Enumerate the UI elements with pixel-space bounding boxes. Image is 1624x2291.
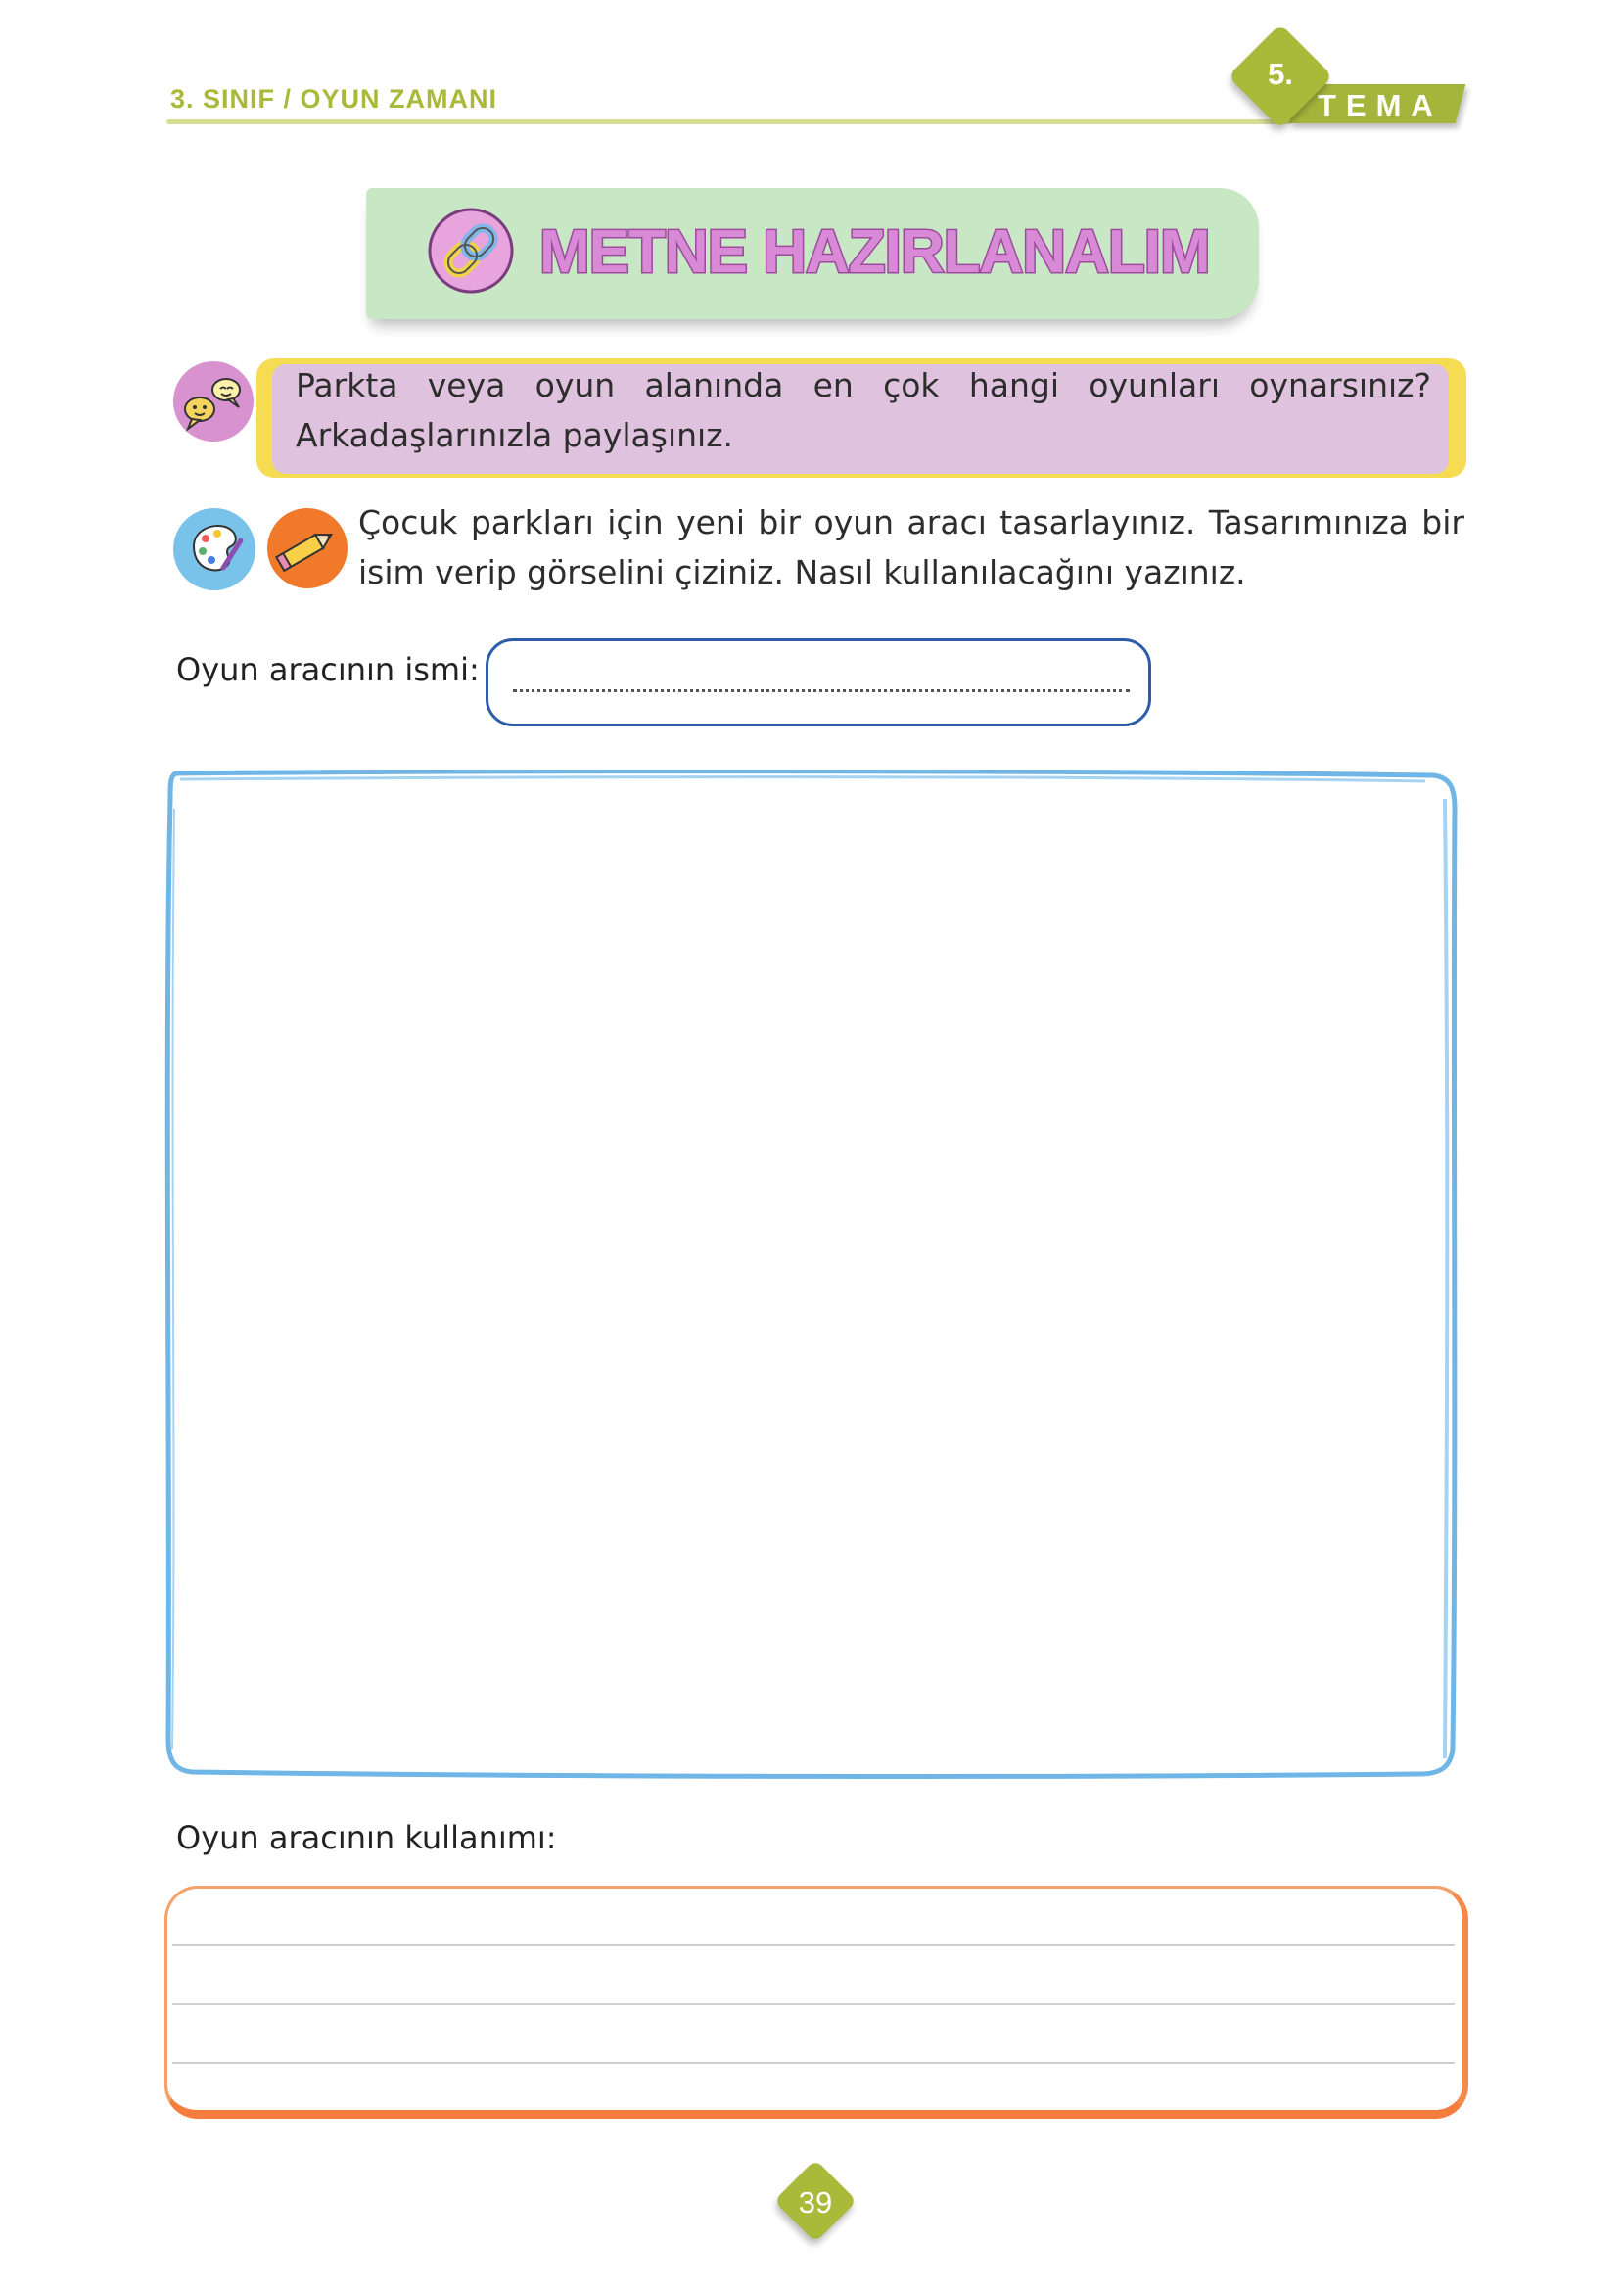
- name-input[interactable]: [486, 638, 1151, 726]
- usage-line-1: [172, 1944, 1455, 1946]
- usage-line-3: [172, 2062, 1455, 2064]
- usage-field-label: Oyun aracının kullanımı:: [176, 1819, 557, 1856]
- name-field-label: Oyun aracının ismi:: [176, 651, 480, 688]
- task2-text: Çocuk parkları için yeni bir oyun aracı tasarlayınız. Tasarımınıza bir isim verip görselini çiziniz. Nasıl kullanılacağını yazınız.: [358, 503, 1464, 591]
- name-dotted-line: [513, 689, 1130, 692]
- usage-textarea[interactable]: [164, 1886, 1468, 2119]
- paint-palette-icon: [172, 507, 256, 591]
- pencil-icon: [266, 507, 348, 589]
- speech-bubbles-icon: [172, 360, 255, 443]
- usage-line-2: [172, 2003, 1455, 2005]
- header-title: 3. SINIF / OYUN ZAMANI: [170, 84, 498, 114]
- page-number: 39: [798, 2185, 833, 2220]
- tema-label: TEMA: [1318, 88, 1443, 122]
- chain-link-icon: [428, 208, 514, 294]
- task1-text: Parkta veya oyun alanında en çok hangi oyunları oynarsınız? Arkadaşlarınızla paylaşınız.: [296, 366, 1431, 454]
- drawing-area[interactable]: [162, 770, 1459, 1782]
- header-rule: [166, 119, 1292, 124]
- tema-number: 5.: [1268, 57, 1293, 91]
- section-title: METNE HAZIRLANALIM: [539, 218, 1210, 286]
